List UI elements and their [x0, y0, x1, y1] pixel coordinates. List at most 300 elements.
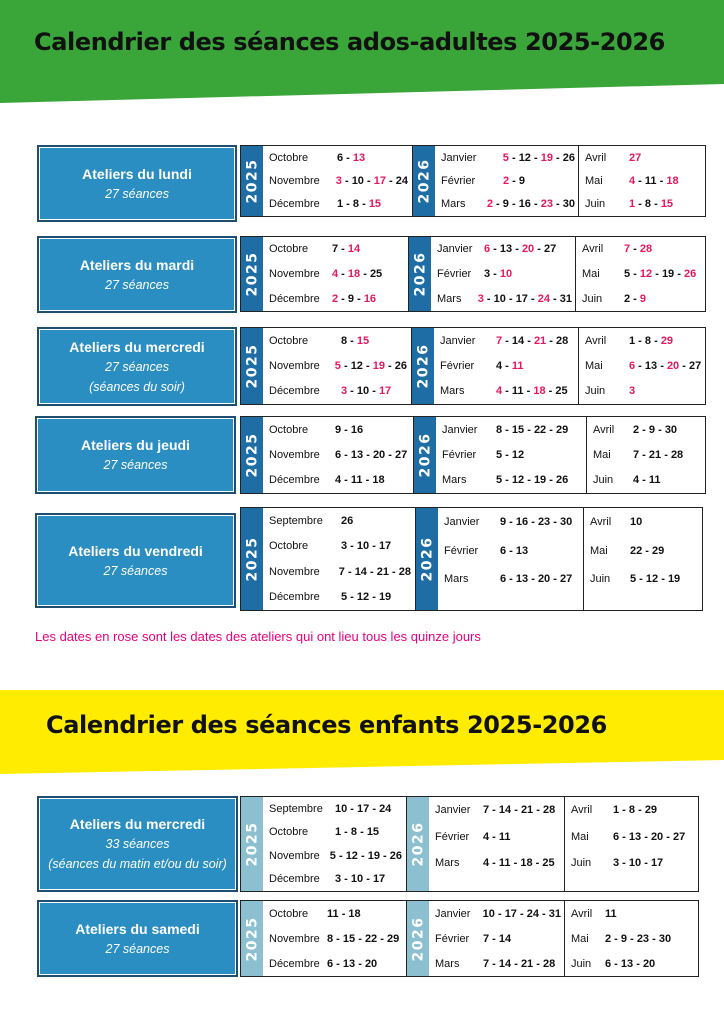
session-dates: 6 - 13 - 20 - 27	[629, 359, 702, 372]
session-date: 21	[520, 957, 534, 970]
session-date: 20	[650, 830, 664, 843]
month-name: Décembre	[269, 957, 320, 970]
fortnightly-date: 2	[332, 292, 339, 305]
session-date: 6	[337, 151, 344, 164]
month-row	[571, 933, 697, 945]
year-bar	[409, 237, 431, 311]
atelier-title: Ateliers du mardi	[79, 256, 195, 273]
month-row	[269, 803, 402, 815]
year-bar	[241, 417, 263, 493]
fortnightly-date: 17	[373, 174, 386, 187]
session-date: 21	[376, 565, 389, 578]
month-name: Novembre	[269, 565, 320, 578]
month-row	[269, 424, 409, 436]
fortnightly-date: 12	[639, 267, 653, 280]
session-date: 25	[369, 267, 383, 280]
month-rows	[269, 901, 402, 976]
fortnightly-date: 27	[629, 151, 642, 164]
atelier-subtitle: (séances du soir)	[89, 379, 185, 394]
month-row	[269, 293, 404, 305]
month-name: Novembre	[269, 849, 320, 862]
fortnightly-date: 20	[666, 359, 680, 372]
year-label: 2025	[244, 158, 260, 204]
fortnightly-date: 3	[335, 174, 342, 187]
session-dates: 6 - 13	[500, 544, 529, 557]
session-date: 28	[542, 804, 556, 817]
session-date: 4	[496, 359, 503, 372]
session-dates: 3 - 10 - 17	[613, 857, 664, 870]
session-date: 10	[628, 857, 642, 870]
atelier-subtitle: 27 séances	[103, 458, 168, 472]
session-dates	[629, 152, 641, 164]
session-dates: 7 - 21 - 28	[633, 448, 684, 461]
month-name: Avril	[585, 334, 607, 347]
fortnightly-note: Les dates en rose sont les dates des ateliers qui ont lieu tous les quinze jours	[35, 629, 481, 644]
session-dates: 3 - 10 - 17 - 24	[335, 174, 408, 187]
session-date: 26	[389, 849, 402, 862]
month-row	[435, 857, 561, 869]
month-rows	[269, 508, 411, 610]
month-row	[585, 360, 704, 372]
calendar-column	[575, 237, 708, 311]
atelier-subtitle: 27 séances	[105, 359, 169, 374]
fortnightly-date: 3	[629, 385, 636, 398]
month-row	[269, 566, 411, 578]
session-date: 26	[562, 151, 575, 164]
atelier-label-box	[37, 327, 237, 406]
year-label: 2026	[415, 343, 431, 389]
session-date: 8	[496, 423, 503, 436]
session-date: 17	[515, 292, 528, 305]
atelier-title: Ateliers du vendredi	[68, 542, 203, 559]
month-name: Décembre	[269, 873, 320, 886]
session-date: 1	[613, 804, 620, 817]
fortnightly-date: 18	[533, 385, 546, 398]
session-date: 11	[605, 907, 617, 920]
calendar-column	[411, 328, 579, 404]
session-date: 14	[498, 804, 512, 817]
month-name: Juin	[582, 292, 603, 305]
session-dates: 5 - 12	[496, 448, 525, 461]
session-date: 4	[633, 474, 640, 487]
session-dates: 2 - 9	[503, 174, 526, 187]
session-dates: 3 - 10 - 17	[335, 873, 386, 886]
month-row	[582, 268, 704, 280]
month-row	[269, 515, 411, 527]
session-date: 8	[327, 932, 334, 945]
session-date: 2	[633, 423, 640, 436]
session-date: 10	[350, 873, 364, 886]
month-rows	[582, 237, 704, 311]
session-dates: 10 - 17 - 24 - 31	[482, 907, 561, 920]
session-date: 6	[500, 544, 507, 557]
month-row	[269, 335, 407, 347]
month-row	[571, 958, 697, 970]
session-date: 30	[658, 932, 672, 945]
session-dates: 5 - 12 - 19 - 26	[329, 849, 402, 862]
month-row	[590, 516, 701, 528]
session-date: 5	[341, 591, 348, 604]
atelier-label-box	[37, 236, 237, 313]
month-row	[437, 243, 572, 255]
fortnightly-date: 15	[368, 198, 382, 211]
month-name: Janvier	[440, 334, 476, 347]
session-date: 13	[515, 544, 529, 557]
session-date: 2	[624, 292, 631, 305]
session-dates: 1 - 8 - 15	[629, 198, 674, 211]
session-date: 9	[347, 292, 355, 305]
session-date: 5	[630, 573, 637, 586]
month-rows	[269, 237, 404, 311]
adults-page-title: Calendrier des séances ados-adultes 2025-2026	[34, 28, 665, 56]
session-date: 20	[372, 448, 386, 461]
month-name: Octobre	[269, 826, 309, 839]
session-date: 27	[559, 573, 573, 586]
month-rows	[269, 417, 409, 493]
session-date: 1	[629, 334, 636, 347]
month-row	[590, 545, 701, 557]
session-date: 30	[562, 198, 575, 211]
fortnightly-date: 4	[629, 174, 636, 187]
session-date: 13	[515, 573, 529, 586]
month-row	[269, 198, 408, 210]
month-row	[435, 804, 561, 816]
session-dates: 8 - 15 - 22 - 29	[327, 932, 400, 945]
session-dates: 2 - 9 - 16 - 23 - 30	[486, 198, 575, 211]
calendar-column	[241, 901, 406, 976]
month-name: Octobre	[269, 151, 309, 164]
month-row	[585, 385, 704, 397]
session-date: 11	[644, 174, 657, 187]
session-dates: 7 - 14 - 21 - 28	[483, 957, 556, 970]
session-date: 19	[533, 474, 547, 487]
session-date: 17	[357, 802, 370, 815]
calendar-grid	[240, 327, 706, 405]
session-date: 18	[348, 907, 361, 920]
calendar-column	[586, 417, 708, 493]
fortnightly-date: 15	[356, 334, 370, 347]
fortnightly-date: 14	[347, 243, 361, 256]
month-rows	[269, 797, 402, 891]
month-row	[269, 385, 407, 397]
session-date: 11	[498, 830, 511, 843]
session-date: 8	[644, 198, 652, 211]
fortnightly-date: 23	[540, 198, 553, 211]
fortnightly-date: 17	[378, 385, 392, 398]
session-date: 5	[329, 849, 336, 862]
fortnightly-date: 10	[499, 267, 513, 280]
month-name: Février	[441, 174, 476, 187]
month-row	[571, 908, 697, 920]
fortnightly-date: 21	[533, 334, 547, 347]
month-name: Juin	[585, 385, 606, 398]
month-name: Mars	[440, 385, 465, 398]
session-dates: 5 - 12 - 19 - 26	[496, 474, 569, 487]
session-date: 17	[372, 873, 386, 886]
calendar-column	[564, 797, 701, 891]
fortnightly-date: 15	[660, 198, 674, 211]
session-dates: 7 - 14	[483, 932, 512, 945]
calendar-column	[578, 328, 708, 404]
session-date: 20	[642, 957, 656, 970]
year-bar	[241, 237, 263, 311]
session-dates: 6 - 13	[337, 151, 366, 164]
year-bar	[241, 328, 263, 404]
month-row	[440, 360, 575, 372]
session-dates: 4 - 11	[496, 359, 524, 372]
session-date: 4	[483, 857, 490, 870]
session-date: 28	[542, 957, 556, 970]
month-name: Octobre	[269, 243, 309, 256]
fortnightly-date: 28	[639, 243, 653, 256]
session-date: 9	[335, 423, 342, 436]
month-row	[269, 152, 408, 164]
session-date: 1	[335, 826, 342, 839]
atelier-label-box	[35, 513, 236, 608]
session-date: 6	[613, 830, 620, 843]
calendar-column	[413, 417, 587, 493]
fortnightly-date: 18	[666, 174, 679, 187]
atelier-title: Ateliers du mercredi	[69, 816, 206, 832]
month-row	[269, 540, 411, 552]
atelier-label-box	[37, 145, 237, 222]
month-rows	[435, 901, 561, 976]
atelier-label-box	[35, 416, 236, 494]
calendar-column	[578, 146, 708, 216]
month-row	[269, 826, 402, 838]
session-dates: 5 - 12 - 19	[630, 573, 681, 586]
month-name: Novembre	[269, 267, 320, 280]
year-bar	[407, 901, 429, 976]
month-name: Mars	[441, 198, 466, 211]
month-name: Mai	[590, 544, 608, 557]
month-name: Janvier	[441, 151, 477, 164]
session-date: 8	[352, 198, 360, 211]
month-row	[269, 591, 411, 603]
month-name: Mai	[593, 448, 611, 461]
session-dates: 4 - 11	[483, 830, 511, 843]
month-name: Juin	[593, 474, 614, 487]
session-dates	[630, 516, 642, 528]
session-date: 18	[372, 474, 385, 487]
month-row	[435, 908, 561, 920]
session-date: 26	[341, 514, 354, 527]
session-date: 12	[511, 448, 525, 461]
session-date: 29	[386, 932, 400, 945]
month-name: Avril	[585, 151, 607, 164]
session-date: 3	[484, 267, 491, 280]
session-date: 7	[483, 957, 490, 970]
session-dates: 9 - 16 - 23 - 30	[500, 516, 573, 529]
session-date: 27	[672, 830, 686, 843]
month-row	[269, 933, 402, 945]
month-rows	[440, 328, 575, 404]
fortnightly-date: 16	[363, 292, 377, 305]
session-dates	[605, 908, 617, 920]
session-dates	[629, 385, 635, 397]
month-name: Décembre	[269, 385, 320, 398]
year-bar	[416, 508, 438, 610]
month-name: Janvier	[444, 516, 480, 529]
year-label: 2025	[244, 536, 260, 582]
month-name: Décembre	[269, 474, 320, 487]
atelier-subtitle: (séances du matin et/ou du soir)	[48, 857, 227, 871]
month-row	[442, 424, 583, 436]
session-dates: 7 - 28	[624, 243, 653, 256]
session-date: 6	[500, 573, 507, 586]
session-date: 15	[342, 932, 356, 945]
month-row	[585, 175, 704, 187]
session-dates: 7 - 14	[332, 243, 361, 256]
month-row	[437, 293, 572, 305]
month-row	[435, 933, 561, 945]
year-bar	[407, 797, 429, 891]
session-date: 3	[335, 873, 342, 886]
session-date: 9	[500, 516, 507, 529]
month-name: Mars	[437, 292, 462, 305]
calendar-column	[406, 797, 565, 891]
session-dates: 5 - 12 - 19	[341, 591, 392, 604]
session-dates	[341, 515, 353, 527]
session-date: 21	[520, 804, 534, 817]
session-date: 19	[378, 591, 392, 604]
session-date: 9	[518, 174, 526, 187]
fortnightly-date: 26	[683, 267, 697, 280]
session-dates: 4 - 18 - 25	[332, 267, 383, 280]
atelier-subtitle: 27 séances	[105, 277, 169, 292]
session-date: 21	[648, 448, 662, 461]
calendar-column	[412, 146, 579, 216]
fortnightly-date: 3	[477, 292, 484, 305]
fortnightly-date: 11	[511, 359, 524, 372]
fortnightly-date: 9	[639, 292, 647, 305]
session-dates: 4 - 11 - 18	[335, 474, 385, 487]
session-date: 19	[367, 849, 380, 862]
session-date: 11	[327, 907, 339, 920]
session-date: 20	[537, 573, 551, 586]
month-rows	[437, 237, 572, 311]
session-date: 12	[645, 573, 659, 586]
year-label: 2026	[419, 536, 435, 582]
month-name: Janvier	[435, 804, 471, 817]
session-date: 16	[350, 423, 364, 436]
session-date: 10	[630, 516, 643, 529]
session-date: 29	[644, 804, 658, 817]
session-date: 26	[394, 359, 407, 372]
session-date: 12	[356, 591, 370, 604]
month-name: Avril	[582, 243, 604, 256]
session-dates: 1 - 8 - 29	[629, 334, 674, 347]
session-date: 6	[335, 448, 342, 461]
calendar-column	[406, 901, 565, 976]
session-date: 4	[335, 474, 342, 487]
month-rows	[571, 797, 697, 891]
month-row	[440, 385, 575, 397]
session-date: 7	[332, 243, 339, 256]
session-date: 28	[398, 565, 411, 578]
month-row	[585, 198, 704, 210]
atelier-label-box	[37, 900, 238, 977]
month-name: Novembre	[269, 359, 320, 372]
month-row	[585, 335, 704, 347]
atelier-subtitle: 33 séances	[105, 837, 170, 851]
year-label: 2026	[416, 158, 432, 204]
month-rows	[590, 508, 701, 610]
year-label: 2025	[244, 251, 260, 297]
session-date: 12	[518, 151, 531, 164]
session-date: 12	[511, 474, 525, 487]
month-row	[444, 573, 580, 585]
session-dates: 4 - 11 - 18 - 25	[483, 857, 555, 870]
month-name: Janvier	[442, 423, 478, 436]
session-date: 13	[628, 830, 642, 843]
session-dates: 11 - 18	[327, 907, 361, 920]
fortnightly-date: 29	[660, 334, 674, 347]
month-name: Janvier	[435, 907, 471, 920]
session-dates: 8 - 15	[341, 334, 370, 347]
fortnightly-date: 13	[352, 151, 366, 164]
year-label: 2026	[417, 432, 433, 478]
calendar-grid	[240, 236, 706, 312]
month-name: Avril	[590, 516, 612, 529]
session-date: 24	[395, 174, 408, 187]
calendar-column	[241, 508, 415, 610]
month-row	[269, 908, 402, 920]
session-dates: 2 - 9 - 23 - 30	[605, 932, 672, 945]
calendar-column	[564, 901, 701, 976]
session-date: 10	[356, 385, 370, 398]
fortnightly-date: 19	[372, 359, 385, 372]
atelier-subtitle: 27 séances	[103, 563, 168, 578]
session-date: 31	[548, 907, 561, 920]
month-row	[269, 268, 404, 280]
month-rows	[585, 328, 704, 404]
month-row	[269, 175, 408, 187]
calendar-column	[415, 508, 584, 610]
month-name: Avril	[571, 907, 593, 920]
session-date: 1	[337, 198, 344, 211]
year-label: 2025	[244, 432, 260, 478]
month-row	[269, 360, 407, 372]
session-date: 8	[628, 804, 636, 817]
month-row	[585, 152, 704, 164]
year-bar	[241, 508, 263, 610]
session-date: 2	[605, 932, 612, 945]
session-date: 30	[559, 516, 573, 529]
month-row	[571, 804, 697, 816]
month-rows	[435, 797, 561, 891]
session-date: 6	[605, 957, 612, 970]
session-date: 12	[345, 849, 358, 862]
month-name: Mars	[442, 474, 467, 487]
month-name: Septembre	[269, 514, 323, 527]
session-dates: 6 - 13 - 20 - 27	[613, 830, 686, 843]
session-date: 13	[644, 359, 658, 372]
session-date: 17	[650, 857, 664, 870]
month-name: Mai	[571, 830, 589, 843]
session-date: 13	[620, 957, 634, 970]
month-name: Décembre	[269, 198, 320, 211]
session-date: 22	[364, 932, 378, 945]
fortnightly-date: 19	[540, 151, 553, 164]
session-date: 27	[543, 243, 557, 256]
session-dates: 4 - 11 - 18 - 25	[496, 385, 568, 398]
session-date: 24	[379, 802, 392, 815]
atelier-subtitle: 27 séances	[105, 186, 169, 201]
month-name: Novembre	[269, 174, 320, 187]
session-date: 23	[537, 516, 551, 529]
session-date: 18	[520, 857, 533, 870]
